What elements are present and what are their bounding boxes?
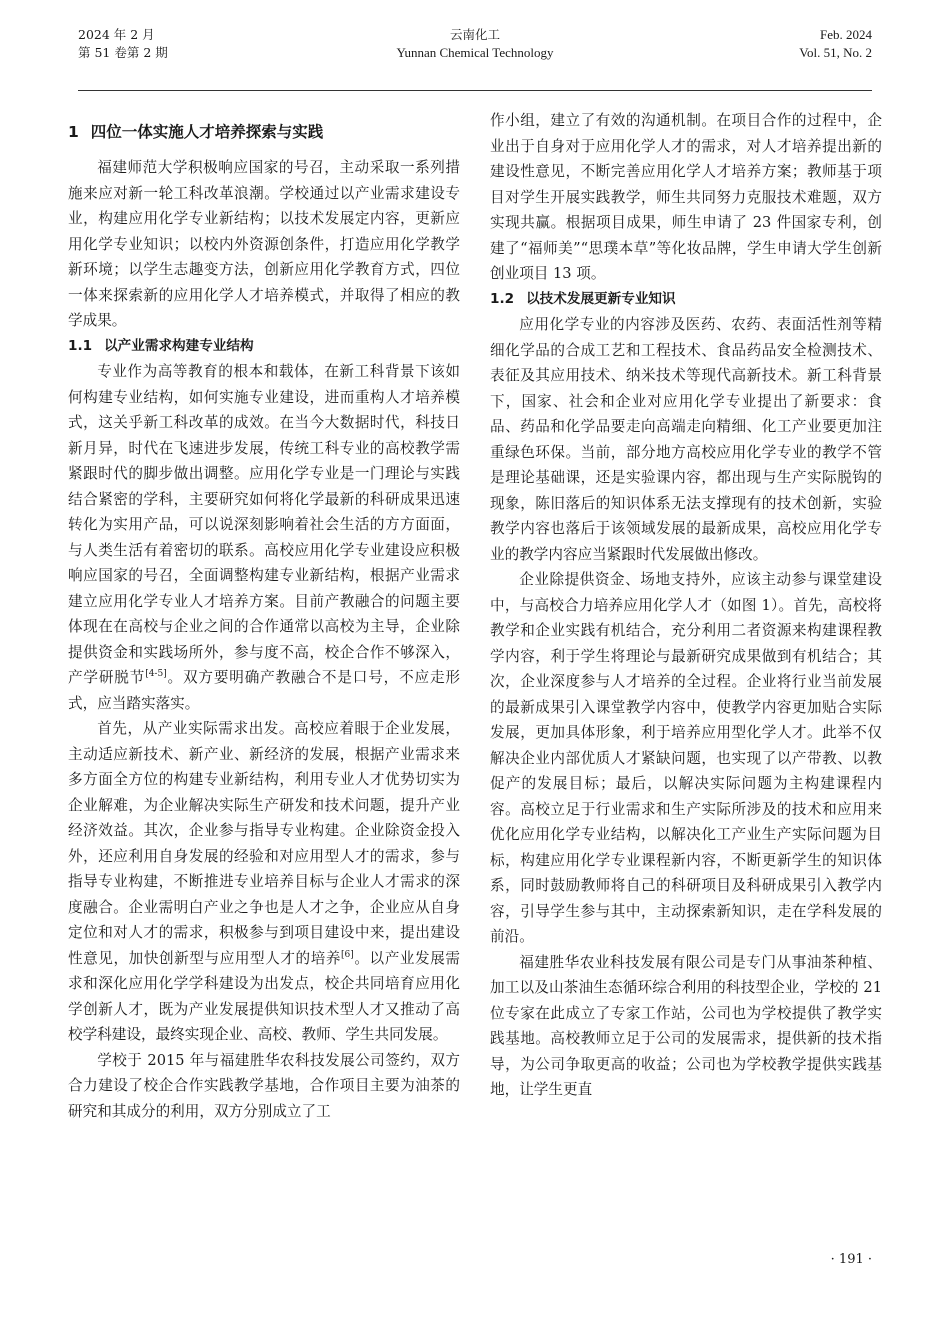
citation: [6] bbox=[341, 949, 354, 960]
left-column bbox=[68, 108, 460, 1124]
paragraph: 福建胜华农业科技发展有限公司是专门从事油茶种植、加工以及山茶油生态循环综合利用的科技型企业，学校的 21 位专家在此成立了专家工作站，公司也为学校提供了教学实践基地。高校教师立足于公司的发展需求，提供新的技术指导，为公司争取更高的收益；公司也为学校教学提供实践基地，让学生更直 bbox=[490, 953, 882, 1098]
paragraph-text: 首先，从产业实际需求出发。高校应着眼于企业发展，主动适应新技术、新产业、新经济的发展，根据产业需求来多方面全方位的构建专业新结构，利用专业人才优势切实为企业解难，为企业解决实际生产研发和技术问题，提升产业经济效益。其次，企业参与指导专业构建。企业除资金投入外，还应利用自身发展的经验和对应用型人才的需求，参与指导专业构建，不断推进专业培养目标与企业人才需求的深度融合。企业需明白产业之争也是人才之争，企业应从自身定位和对人才的需求，积极参与到项目建设中来，提出建设性意见，加快创新型与应用型人才的培养 bbox=[68, 720, 460, 967]
paragraph-continued: 作小组，建立了有效的沟通机制。在项目合作的过程中，企业出于自身对于应用化学人才的需求，对人才培养提出新的建设性意见，不断完善应用化学人才培养方案；教师基于项目对学生开展实践教学，师生共同努力克服技术难题，双方实现共赢。根据项目成果，师生申请了 23 件国家专利，创建了“福师美”“思璞本草”等化妆品牌，学生申请大学生创新创业项目 13 项。 bbox=[490, 112, 882, 282]
paragraph: 应用化学专业的内容涉及医药、农药、表面活性剂等精细化学品的合成工艺和工程技术、食品药品安全检测技术、表征及其应用技术、纳米技术等现代高新技术。新工科背景下，国家、社会和企业对应用化学专业提出了新要求：食品、药品和化学品要走向高端走向精细、化工产业要更加注重绿色环保。当前，部分地方高校应用化学专业的教学不管是理论基础课，还是实验课内容，都出现与生产实际脱钩的现象，陈旧落后的知识体系无法支撑现有的技术创新，实验教学内容也落后于该领域发展的最新成果，高校应用化学专业的教学内容应当紧跟时代发展做出修改。 bbox=[490, 316, 882, 563]
header-volume-cn: 第 51 卷第 2 期 bbox=[78, 45, 168, 60]
section-intro: 福建师范大学积极响应国家的号召，主动采取一系列措施来应对新一轮工科改革浪潮。学校通过以产业需求建设专业，构建应用化学专业新结构；以技术发展定内容，更新应用化学专业知识；以校内外资源创条件，打造应用化学教学新环境；以学生志趣变方法，创新应用化学教育方式，四位一体来探索新的应用化学人才培养模式，并取得了相应的教学成果。 bbox=[68, 159, 460, 329]
header-issue-en bbox=[799, 26, 872, 62]
paragraph-text: 。双方要明确产教融合不是口号，不应走形式，应当踏实落实。 bbox=[68, 669, 460, 712]
journal-name-cn: 云南化工 bbox=[449, 27, 500, 42]
subsection-heading bbox=[68, 334, 460, 360]
paragraph bbox=[68, 716, 460, 1048]
subsection-title: 以技术发展更新专业知识 bbox=[526, 290, 676, 307]
section-title: 四位一体实施人才培养探索与实践 bbox=[90, 123, 324, 141]
header-date-en: Feb. 2024 bbox=[820, 27, 872, 42]
journal-name-en: Yunnan Chemical Technology bbox=[396, 45, 554, 60]
page-header bbox=[78, 26, 872, 66]
subsection-heading bbox=[490, 287, 882, 313]
citation: [4-5] bbox=[145, 669, 167, 679]
section-number: 1 bbox=[68, 123, 79, 141]
subsection-title: 以产业需求构建专业结构 bbox=[104, 337, 254, 354]
right-column bbox=[490, 108, 882, 1103]
header-journal bbox=[78, 26, 872, 62]
section-heading bbox=[68, 120, 460, 144]
subsection-number: 1.1 bbox=[68, 337, 93, 354]
paragraph: 企业除提供资金、场地支持外，应该主动参与课堂建设中，与高校合力培养应用化学人才（如图 1）。首先，高校将教学和企业实践有机结合，充分利用二者资源来构建课程教学内容，利于学生将理论与最新研究成果做到有机结合；其次，企业深度参与人才培养的全过程。企业将行业当前发展的最新成果引入课堂教学内容中，使教学内容更加贴合实际发展，更加具体形象，利于培养应用型化学人才。此举不仅解决企业内部优质人才紧缺问题，也实现了以产带教、以教促产的发展目标；最后，以解决实际问题为主构建课程内容。高校立足于行业需求和生产实际所涉及的技术和应用来优化应用化学专业结构，以解决化工产业生产实际问题为目标，构建应用化学专业课程新内容，不断更新学生的知识体系，同时鼓励教师将自己的科研项目及科研成果引入教学内容，引导学生参与其中，主动探索新知识，走在学科发展的前沿。 bbox=[490, 571, 882, 945]
paragraph bbox=[68, 359, 460, 716]
paragraph-text: 专业作为高等教育的根本和载体，在新工科背景下该如何构建专业结构，如何实施专业建设，进而重构人才培养模式，这关乎新工科改革的成效。在当今大数据时代，科技日新月异，时代在飞速进步发展，传统工科专业的高校教学需紧跟时代的脚步做出调整。应用化学专业是一门理论与实践结合紧密的学科，主要研究如何将化学最新的科研成果迅速转化为实用产品，可以说深刻影响着社会生活的方方面面，与人类生活有着密切的联系。高校应用化学专业建设应积极响应国家的号召，全面调整构建专业新结构，根据产业需求建立应用化学专业人才培养方案。目前产教融合的问题主要体现在在高校与企业之间的合作通常以高校为主导，企业除提供资金和实践场所外，参与度不高，校企合作不够深入，产学研脱节 bbox=[68, 363, 460, 686]
header-date-cn: 2024 年 2 月 bbox=[78, 27, 155, 42]
header-volume-en: Vol. 51, No. 2 bbox=[799, 45, 872, 60]
paragraph: 学校于 2015 年与福建胜华农科技发展公司签约，双方合力建设了校企合作实践教学基地，合作项目主要为油茶的研究和其成分的利用，双方分别成立了工 bbox=[68, 1051, 460, 1120]
subsection-number: 1.2 bbox=[490, 290, 515, 307]
header-divider bbox=[78, 90, 872, 91]
paragraph-text: 。以产业发展需求和深化应用化学学科建设为出发点，校企共同培育应用化学创新人才，既为产业发展提供知识技术型人才又推动了高校学科建设，最终实现企业、高校、教师、学生共同发展。 bbox=[68, 949, 460, 1043]
page-number: · 191 · bbox=[830, 1252, 872, 1267]
